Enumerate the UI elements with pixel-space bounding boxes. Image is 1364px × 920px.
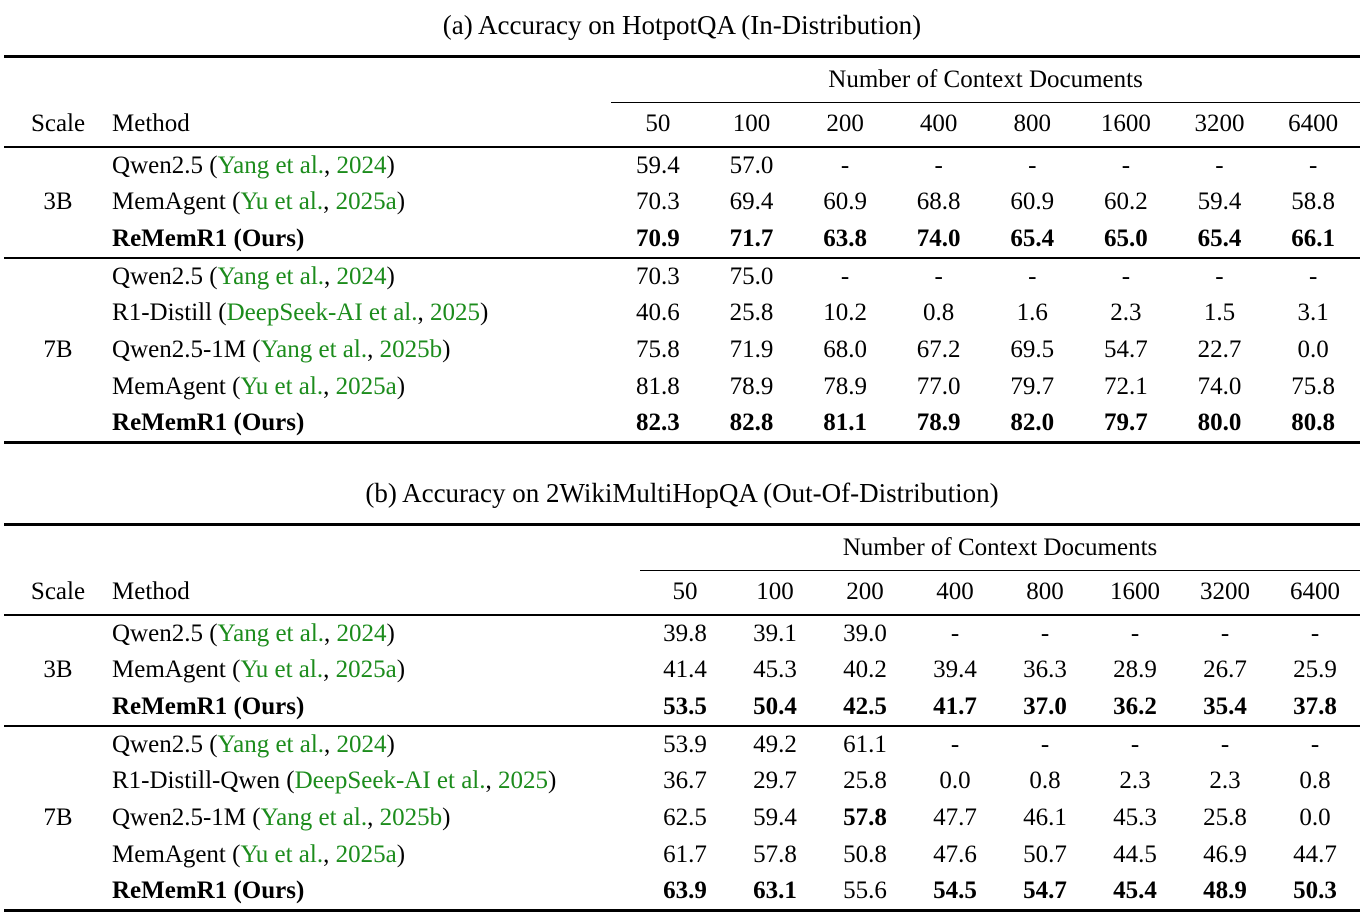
group-header-num-context-docs: Number of Context Documents [611,57,1360,103]
method-name: MemAgent [112,656,226,683]
missing-value-dash: - [1220,619,1230,647]
accuracy-value: 39.8 [663,619,707,647]
open-paren: ( [246,804,261,831]
missing-value-dash: - [1308,151,1318,179]
method-cell [112,332,611,369]
accuracy-value: 79.7 [1010,373,1055,400]
open-paren: ( [202,262,218,290]
col-header-doc-count: 400 [892,103,986,147]
accuracy-value: 10.2 [823,299,867,326]
col-header-doc-count: 400 [910,571,1000,615]
citation-comma: , [367,336,380,363]
open-paren: ( [246,336,261,363]
method-cell [112,258,611,295]
accuracy-value: 78.9 [729,373,774,400]
accuracy-value: 60.9 [823,188,867,215]
accuracy-value: 0.8 [1299,767,1331,794]
scale-group-7b [4,258,1360,443]
table-caption: (a) Accuracy on HotpotQA (In-Distribution) [442,10,922,40]
close-paren: ) [396,656,406,683]
open-paren: ( [202,619,218,647]
col-header-method: Method [112,571,640,615]
method-cell [112,221,611,258]
missing-value-dash: - [1310,730,1320,758]
close-paren: ) [442,804,451,831]
method-cell [112,615,640,652]
close-paren: ) [396,188,406,215]
accuracy-value: 75.0 [729,262,774,290]
col-header-scale: Scale [4,571,112,615]
accuracy-value: 41.7 [933,692,977,720]
accuracy-value: 50.3 [1293,877,1337,905]
citation-comma: , [367,804,380,831]
accuracy-value: 60.2 [1103,188,1148,215]
accuracy-value: 69.4 [729,188,774,215]
accuracy-value: 55.6 [843,877,887,905]
citation-year-link[interactable]: 2025a [335,188,397,215]
table-row [4,652,1360,689]
accuracy-value: 68.8 [916,188,961,215]
citation-authors-link[interactable]: Yang et al. [217,262,325,290]
method-name: Qwen2.5-1M [112,336,247,363]
citation-comma: , [324,151,337,179]
open-paren: ( [225,841,241,868]
method-name: ReMemR1 (Ours) [112,877,305,905]
accuracy-value: 81.8 [636,373,680,400]
citation-authors-link[interactable]: Yang et al. [260,804,368,831]
close-paren: ) [386,619,395,647]
citation-year-link[interactable]: 2025a [335,656,397,683]
table-row [4,689,1360,726]
citation-authors-link[interactable]: Yu et al. [240,841,324,868]
missing-value-dash: - [950,730,960,758]
accuracy-value: 82.0 [1010,409,1055,437]
accuracy-value: 70.3 [636,262,680,290]
method-name: MemAgent [112,373,226,400]
col-header-doc-count: 800 [1000,571,1090,615]
header-spacer [4,57,611,103]
citation-comma: , [323,188,336,215]
accuracy-value: 72.1 [1103,373,1148,400]
accuracy-value: 75.8 [1291,373,1335,400]
accuracy-value: 46.1 [1023,804,1067,831]
method-name: Qwen2.5 [112,619,203,647]
accuracy-value: 63.8 [823,224,867,252]
accuracy-value: 80.8 [1291,409,1335,437]
accuracy-value: 2.3 [1110,299,1142,326]
method-name: MemAgent [112,841,226,868]
accuracy-value: 0.8 [923,299,955,326]
table-row [4,332,1360,369]
col-header-doc-count: 6400 [1266,103,1360,147]
accuracy-value: 61.7 [663,841,707,868]
col-header-doc-count: 3200 [1180,571,1270,615]
citation-year-link[interactable]: 2025a [335,373,397,400]
accuracy-value: 53.5 [663,692,707,720]
citation-comma: , [323,841,336,868]
close-paren: ) [386,151,395,179]
accuracy-value: 61.1 [843,730,887,758]
accuracy-value: 81.1 [823,409,867,437]
accuracy-value: 57.8 [843,804,887,831]
accuracy-value: 59.4 [636,151,680,179]
col-header-doc-count: 6400 [1270,571,1360,615]
accuracy-value: 0.0 [939,767,971,794]
citation-comma: , [323,656,336,683]
col-header-doc-count: 200 [820,571,910,615]
method-name: ReMemR1 (Ours) [112,692,305,720]
open-paren: ( [202,151,218,179]
accuracy-value: 50.7 [1023,841,1067,868]
scale-label: 7B [43,803,73,831]
missing-value-dash: - [1130,730,1140,758]
method-cell [112,406,611,443]
accuracy-value: 65.4 [1197,224,1242,252]
accuracy-value: 63.1 [753,877,797,905]
method-cell [112,369,611,406]
accuracy-value: 68.0 [823,336,867,363]
accuracy-value: 40.2 [843,656,887,683]
accuracy-value: 40.6 [636,299,680,326]
table-row [4,147,1360,184]
citation-comma: , [324,262,337,290]
accuracy-value: 41.4 [663,656,707,683]
accuracy-value: 58.8 [1291,188,1335,215]
accuracy-value: 59.4 [1197,188,1242,215]
close-paren: ) [442,336,451,363]
accuracy-value: 25.8 [1203,804,1247,831]
scale-label: 3B [43,656,73,683]
accuracy-value: 74.0 [1197,373,1242,400]
accuracy-value: 69.5 [1010,336,1055,363]
citation-authors-link[interactable]: Yu et al. [240,188,324,215]
citation-year-link[interactable]: 2025 [498,767,549,794]
col-header-method: Method [112,103,611,147]
accuracy-value: 25.8 [729,299,774,326]
accuracy-value: 63.9 [663,877,707,905]
citation-authors-link[interactable]: Yu et al. [240,656,324,683]
method-name: ReMemR1 (Ours) [112,224,305,252]
accuracy-value: 45.3 [753,656,797,683]
table-row [4,406,1360,443]
accuracy-value: 37.8 [1293,692,1337,720]
method-name: Qwen2.5-1M [112,804,247,831]
missing-value-dash: - [840,262,850,290]
close-paren: ) [386,730,395,758]
table-caption: (b) Accuracy on 2WikiMultiHopQA (Out-Of-Distribution) [365,478,999,508]
table-row [4,726,1360,763]
citation-year-link[interactable]: 2025a [335,841,397,868]
accuracy-value: 29.7 [753,767,797,794]
accuracy-value: 1.6 [1016,299,1048,326]
missing-value-dash: - [1215,262,1224,290]
missing-value-dash: - [1028,262,1037,290]
accuracy-value: 45.4 [1113,877,1157,905]
accuracy-value: 28.9 [1113,656,1157,683]
col-header-doc-count: 1600 [1079,103,1173,147]
accuracy-value: 0.0 [1299,804,1331,831]
accuracy-value: 37.0 [1023,692,1067,720]
method-name: Qwen2.5 [112,730,203,758]
open-paren: ( [225,373,241,400]
method-cell [112,874,640,911]
results-table [4,55,1360,444]
citation-authors-link[interactable]: DeepSeek-AI et al. [226,299,418,326]
citation-year-link[interactable]: 2024 [336,730,387,758]
col-header-doc-count: 50 [640,571,730,615]
method-name: Qwen2.5 [112,151,203,179]
scale-group-3b [4,147,1360,258]
accuracy-value: 2.3 [1119,767,1151,794]
method-name: R1-Distill-Qwen [112,767,281,794]
scale-label: 7B [43,335,73,363]
missing-value-dash: - [934,151,943,179]
missing-value-dash: - [1028,151,1037,179]
accuracy-value: 36.7 [663,767,707,794]
method-cell [112,147,611,184]
missing-value-dash: - [1215,151,1224,179]
citation-year-link[interactable]: 2025b [379,336,443,363]
citation-year-link[interactable]: 2024 [336,151,387,179]
table-row [4,295,1360,332]
accuracy-value: 44.7 [1293,841,1337,868]
close-paren: ) [386,262,395,290]
citation-authors-link[interactable]: Yang et al. [217,619,325,647]
col-header-doc-count: 1600 [1090,571,1180,615]
missing-value-dash: - [1040,730,1050,758]
col-header-doc-count: 800 [985,103,1079,147]
citation-comma: , [417,299,430,326]
method-cell [112,689,640,726]
accuracy-value: 65.0 [1103,224,1148,252]
accuracy-value: 39.1 [753,619,797,647]
table-row [4,221,1360,258]
accuracy-value: 82.3 [636,409,680,437]
citation-authors-link[interactable]: DeepSeek-AI et al. [294,767,486,794]
accuracy-value: 62.5 [663,804,707,831]
accuracy-value: 36.2 [1113,692,1157,720]
missing-value-dash: - [1308,262,1318,290]
citation-comma: , [324,730,337,758]
accuracy-value: 45.3 [1113,804,1157,831]
citation-year-link[interactable]: 2025b [379,804,443,831]
accuracy-value: 25.9 [1293,656,1337,683]
citation-comma: , [485,767,499,794]
citation-comma: , [324,619,337,647]
close-paren: ) [548,767,557,794]
table-row [4,184,1360,221]
accuracy-value: 54.7 [1023,877,1067,905]
method-cell [112,652,640,689]
close-paren: ) [480,299,489,326]
table-row [4,615,1360,652]
accuracy-value: 66.1 [1291,224,1335,252]
accuracy-value: 50.8 [843,841,887,868]
accuracy-value: 0.8 [1029,767,1061,794]
accuracy-value: 71.9 [729,336,774,363]
missing-value-dash: - [934,262,943,290]
accuracy-value: 74.0 [916,224,961,252]
col-header-doc-count: 100 [730,571,820,615]
open-paren: ( [225,188,241,215]
missing-value-dash: - [1121,262,1131,290]
accuracy-value: 42.5 [843,692,887,720]
method-name: R1-Distill [112,299,213,326]
accuracy-value: 1.5 [1203,299,1236,326]
accuracy-value: 60.9 [1010,188,1055,215]
accuracy-value: 70.3 [636,188,680,215]
col-header-doc-count: 50 [611,103,705,147]
accuracy-value: 49.2 [753,730,797,758]
citation-comma: , [323,373,336,400]
accuracy-value: 82.8 [729,409,774,437]
citation-authors-link[interactable]: Yang et al. [217,151,325,179]
citation-year-link[interactable]: 2024 [336,262,387,290]
accuracy-value: 0.0 [1297,336,1329,363]
accuracy-value: 39.0 [843,619,887,647]
method-cell [112,763,640,800]
table-row [4,763,1360,800]
scale-group-3b [4,615,1360,726]
table-row [4,837,1360,874]
accuracy-value: 59.4 [753,804,797,831]
accuracy-value: 54.5 [933,877,977,905]
missing-value-dash: - [1130,619,1140,647]
method-name: MemAgent [112,188,226,215]
table-row [4,258,1360,295]
accuracy-value: 54.7 [1103,336,1148,363]
scale-group-7b [4,726,1360,911]
citation-year-link[interactable]: 2024 [336,619,387,647]
missing-value-dash: - [1040,619,1050,647]
open-paren: ( [225,656,241,683]
accuracy-value: 47.7 [933,804,977,831]
accuracy-value: 48.9 [1203,877,1247,905]
open-paren: ( [212,299,227,326]
accuracy-value: 39.4 [933,656,977,683]
header-spacer [4,525,640,571]
group-header-num-context-docs: Number of Context Documents [640,525,1360,571]
col-header-doc-count: 100 [705,103,799,147]
accuracy-value: 3.1 [1297,299,1329,326]
col-header-doc-count: 200 [798,103,892,147]
accuracy-value: 25.8 [843,767,887,794]
missing-value-dash: - [950,619,960,647]
accuracy-value: 57.8 [753,841,797,868]
table-row [4,874,1360,911]
table-row [4,369,1360,406]
accuracy-value: 44.5 [1113,841,1157,868]
accuracy-value: 71.7 [729,224,774,252]
accuracy-value: 78.9 [916,409,961,437]
col-header-scale: Scale [4,103,112,147]
citation-authors-link[interactable]: Yu et al. [240,373,324,400]
method-cell [112,726,640,763]
open-paren: ( [202,730,218,758]
method-cell [112,184,611,221]
accuracy-value: 53.9 [663,730,707,758]
accuracy-value: 26.7 [1203,656,1247,683]
accuracy-value: 47.6 [933,841,977,868]
accuracy-value: 80.0 [1197,409,1242,437]
accuracy-value: 78.9 [823,373,867,400]
missing-value-dash: - [1310,619,1320,647]
missing-value-dash: - [1121,151,1131,179]
citation-authors-link[interactable]: Yang et al. [260,336,368,363]
method-cell [112,800,640,837]
scale-label: 3B [43,188,73,215]
missing-value-dash: - [1220,730,1230,758]
accuracy-value: 70.9 [636,224,680,252]
accuracy-value: 46.9 [1203,841,1247,868]
accuracy-value: 36.3 [1023,656,1067,683]
accuracy-value: 67.2 [916,336,961,363]
accuracy-value: 2.3 [1209,767,1241,794]
accuracy-value: 22.7 [1197,336,1242,363]
accuracy-value: 77.0 [916,373,961,400]
open-paren: ( [280,767,295,794]
method-name: Qwen2.5 [112,262,203,290]
accuracy-value: 65.4 [1010,224,1055,252]
accuracy-value: 35.4 [1203,692,1247,720]
close-paren: ) [396,373,406,400]
close-paren: ) [396,841,406,868]
accuracy-value: 50.4 [753,692,797,720]
method-cell [112,837,640,874]
citation-year-link[interactable]: 2025 [430,299,480,326]
accuracy-value: 79.7 [1103,409,1148,437]
accuracy-value: 57.0 [729,151,774,179]
results-table [4,523,1360,912]
table-row [4,800,1360,837]
citation-authors-link[interactable]: Yang et al. [217,730,325,758]
accuracy-value: 75.8 [636,336,680,363]
col-header-doc-count: 3200 [1173,103,1267,147]
missing-value-dash: - [840,151,850,179]
method-name: ReMemR1 (Ours) [112,409,305,437]
method-cell [112,295,611,332]
